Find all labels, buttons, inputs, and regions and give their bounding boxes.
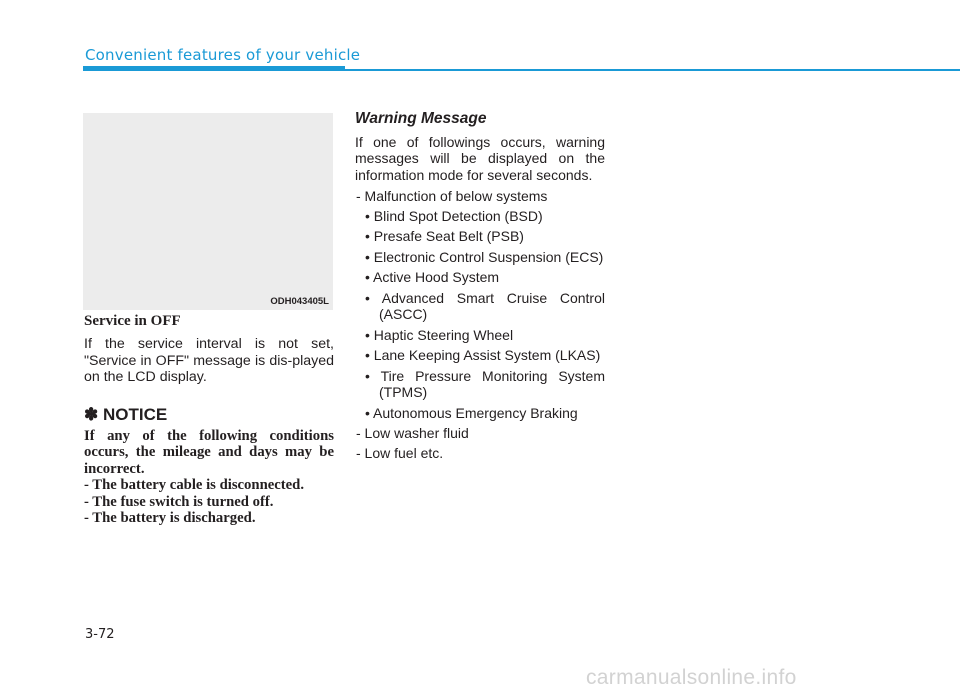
notice-intro: If any of the following conditions occurs, the mileage and days may be incorrect. (84, 428, 334, 477)
header-rule-thick (83, 66, 345, 71)
system-list-item: • Lane Keeping Assist System (LKAS) (365, 347, 601, 364)
notice-item: - The fuse switch is turned off. (84, 493, 274, 510)
notice-item: - The battery is discharged. (84, 510, 256, 527)
system-list-item: • Electronic Control Suspension (ECS) (365, 248, 604, 265)
notice-body (84, 428, 334, 526)
warning-message-intro: If one of followings occurs, warning messages will be displayed on the information mode for several seconds. (355, 134, 605, 183)
system-list-item: • Active Hood System (365, 269, 500, 286)
system-list-item: • Haptic Steering Wheel (365, 326, 514, 343)
figure-code: ODH043405L (270, 296, 329, 307)
system-list-item: • Tire Pressure Monitoring System (TPMS) (365, 367, 605, 401)
page-number: 3-72 (85, 627, 115, 642)
warning-other-item: - Low washer fluid (356, 425, 469, 442)
malfunction-label: - Malfunction of below systems (356, 187, 548, 204)
watermark: carmanualsonline.info (586, 666, 797, 689)
illustration-figure (83, 113, 333, 310)
system-list-item: • Advanced Smart Cruise Control (ASCC) (365, 289, 605, 323)
warning-message-section (355, 110, 605, 465)
system-list-item: • Autonomous Emergency Braking (365, 404, 578, 421)
notice-title: ✽ NOTICE (84, 405, 168, 424)
service-in-off-body: If the service interval is not set, "Service in OFF" message is dis-played on the LCD display. (84, 336, 334, 385)
service-in-off-section (84, 313, 334, 386)
service-in-off-heading: Service in OFF (84, 313, 181, 329)
system-list-item: • Presafe Seat Belt (PSB) (365, 228, 524, 245)
section-header-title: Convenient features of your vehicle (85, 46, 361, 64)
notice-item: - The battery cable is disconnected. (84, 477, 305, 494)
warning-other-item: - Low fuel etc. (356, 445, 444, 462)
warning-message-heading: Warning Message (355, 110, 487, 127)
system-list-item: • Blind Spot Detection (BSD) (365, 207, 543, 224)
header-rule-thin (345, 69, 960, 71)
